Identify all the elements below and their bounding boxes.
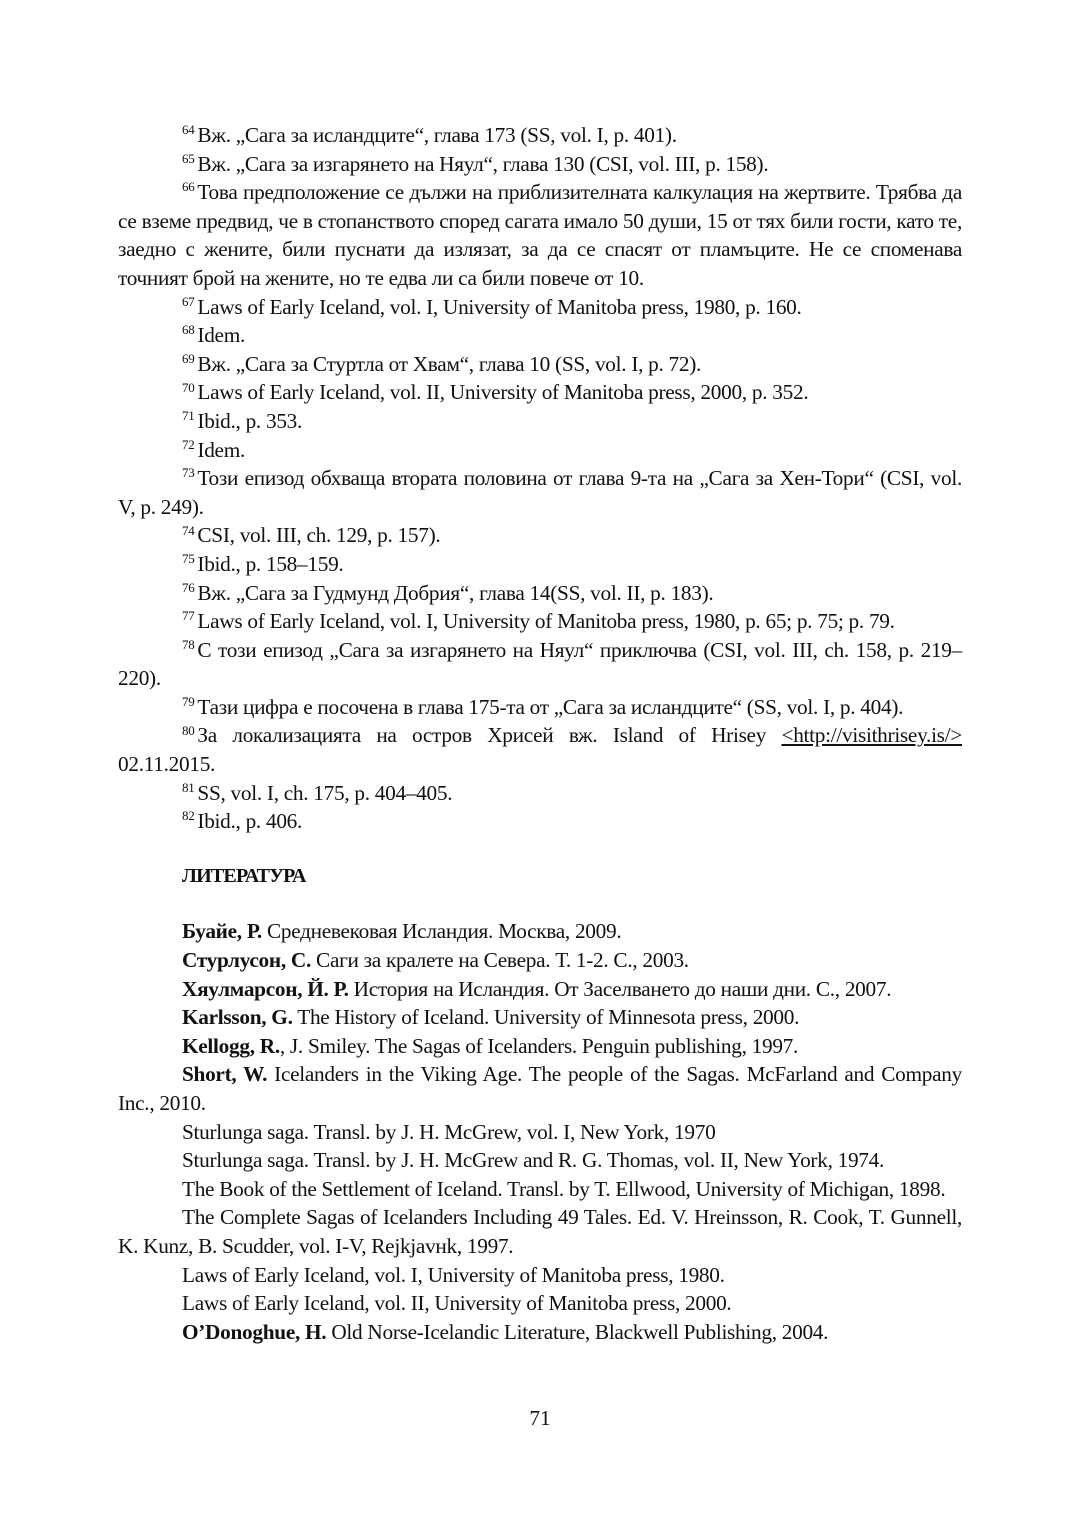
bibliography-text: Old Norse-Icelandic Literature, Blackwell Publishing, 2004. (326, 1319, 829, 1344)
bibliography-list (118, 917, 962, 1346)
bibliography-text: Sturlunga saga. Transl. by J. H. McGrew, vol. I, New York, 1970 (182, 1119, 716, 1144)
endnote (118, 521, 962, 550)
endnote-number: 74 (182, 522, 195, 538)
endnote-text: Laws of Early Iceland, vol. I, University of Manitoba press, 1980, p. 160. (197, 294, 802, 319)
endnote (118, 579, 962, 608)
bibliography-text: История на Исландия. От Заселването до наши дни. С., 2007. (348, 976, 892, 1001)
literature-heading: ЛИТЕРАТУРА (182, 864, 306, 887)
bibliography-entry (118, 1318, 962, 1347)
endnotes-list (118, 121, 962, 836)
endnote (118, 550, 962, 579)
endnote-number: 78 (182, 636, 195, 652)
endnote (118, 779, 962, 808)
endnote (118, 378, 962, 407)
endnote-number: 76 (182, 579, 195, 595)
endnote-text: Ibid., p. 158–159. (197, 551, 344, 576)
endnote-text: Вж. „Сага за изгарянето на Няул“, глава 130 (CSI, vol. III, p. 158). (197, 151, 769, 176)
endnote-number: 71 (182, 408, 195, 424)
endnote-number: 66 (182, 179, 195, 195)
endnote-text: Този епизод обхваща втората половина от глава 9-та на „Сага за Хен-Тори“ (CSI, vol. V, p. 249). (118, 466, 962, 519)
page-number: 71 (529, 1406, 551, 1430)
endnote-number: 68 (182, 322, 195, 338)
endnote-number: 81 (182, 779, 195, 795)
endnote (118, 607, 962, 636)
bibliography-text: Laws of Early Iceland, vol. I, University of Manitoba press, 1980. (182, 1262, 725, 1287)
page-content (118, 121, 962, 1346)
endnote (118, 464, 962, 521)
endnote-number: 73 (182, 465, 195, 481)
bibliography-author: Хяулмарсон, Й. Р. (182, 976, 349, 1001)
endnote-number: 77 (182, 608, 195, 624)
endnote (118, 178, 962, 292)
endnote-text: Ibid., p. 353. (197, 408, 303, 433)
endnote (118, 407, 962, 436)
bibliography-author: Стурлусон, С. (182, 948, 312, 973)
endnote (118, 636, 962, 693)
endnote-text: CSI, vol. III, ch. 129, p. 157). (197, 523, 441, 548)
endnote-text: Вж. „Сага за Стуртла от Хвам“, глава 10 (SS, vol. I, p. 72). (197, 351, 702, 376)
endnote-number: 65 (182, 150, 195, 166)
endnote (118, 807, 962, 836)
bibliography-entry (118, 1203, 962, 1260)
bibliography-text: Саги за кралете на Севера. Т. 1-2. С., 2003. (311, 948, 689, 973)
endnote-number: 64 (182, 122, 195, 138)
visithrisey-link[interactable]: <http://visithrisey.is/> (781, 723, 962, 748)
bibliography-entry (118, 1146, 962, 1175)
endnote-number: 82 (182, 808, 195, 824)
endnote-text: С този епизод „Сага за изгарянето на Няул“ приключва (CSI, vol. III, ch. 158, p. 219–220). (118, 637, 962, 691)
bibliography-entry (118, 1175, 962, 1204)
bibliography-text: Icelanders in the Viking Age. The people of the Sagas. McFarland and Company Inc., 2010. (118, 1062, 962, 1115)
bibliography-entry (118, 1118, 962, 1147)
endnote-number: 72 (182, 436, 195, 452)
bibliography-author: O’Donoghue, H. (182, 1319, 327, 1344)
endnote-text: Ibid., p. 406. (197, 809, 303, 834)
endnote-text: Idem. (197, 323, 245, 348)
endnote-text: SS, vol. I, ch. 175, p. 404–405. (197, 780, 453, 805)
bibliography-entry (118, 1003, 962, 1032)
endnote-text: Вж. „Сага за Гудмунд Добрия“, глава 14(SS, vol. II, p. 183). (197, 580, 714, 605)
endnote-text: 02.11.2015. (118, 752, 216, 777)
bibliography-text: , J. Smiley. The Sagas of Icelanders. Penguin publishing, 1997. (279, 1033, 799, 1058)
bibliography-text: Средневековая Исландия. Москва, 2009. (261, 919, 622, 944)
endnote-text: Тази цифра е посочена в глава 175-та от „Сага за исландците“ (SS, vol. I, p. 404). (197, 694, 904, 719)
endnote (118, 721, 962, 778)
bibliography-text: The Complete Sagas of Icelanders Including 49 Tales. Ed. V. Hreinsson, R. Cook, T. Gunnell, K. Kunz, B. Scudder, vol. I-V, Rejkjavнk, 1997. (118, 1205, 962, 1258)
endnote-number: 67 (182, 293, 195, 309)
endnote (118, 350, 962, 379)
endnote-text: Laws of Early Iceland, vol. II, University of Manitoba press, 2000, p. 352. (197, 380, 809, 405)
endnote-text: Laws of Early Iceland, vol. I, University of Manitoba press, 1980, p. 65; p. 75; p. 79. (197, 609, 895, 634)
bibliography-author: Буайе, Р. (182, 919, 262, 944)
bibliography-entry (118, 1289, 962, 1318)
endnote-number: 70 (182, 379, 195, 395)
bibliography-author: Kellogg, R. (182, 1033, 280, 1058)
endnote-number: 75 (182, 551, 195, 567)
bibliography-entry (118, 1060, 962, 1117)
endnote-number: 79 (182, 694, 195, 710)
bibliography-entry (118, 917, 962, 946)
bibliography-author: Karlsson, G. (182, 1005, 293, 1030)
bibliography-entry (118, 946, 962, 975)
bibliography-text: The History of Iceland. University of Minnesota press, 2000. (292, 1005, 800, 1030)
endnote-text: За локализацията на остров Хрисей вж. Island of Hrisey (197, 723, 782, 748)
endnote-number: 69 (182, 350, 195, 366)
bibliography-text: The Book of the Settlement of Iceland. Transl. by T. Ellwood, University of Michigan, 1898. (182, 1176, 946, 1201)
endnote (118, 150, 962, 179)
endnote (118, 436, 962, 465)
endnote (118, 121, 962, 150)
bibliography-text: Sturlunga saga. Transl. by J. H. McGrew and R. G. Thomas, vol. II, New York, 1974. (182, 1148, 885, 1173)
endnote-text: Това предположение се дължи на приблизителната калкулация на жертвите. Трябва да се вземе предвид, че в стопанството според сагата имало 50 души, 15 от тях били гости, като те, заедно с жените, били пуснати да излязат, за да се спасят от пламъците. Не се споменава точният брой на жените, но те едва ли са били повече от 10. (118, 180, 962, 290)
endnote (118, 321, 962, 350)
endnote (118, 693, 962, 722)
bibliography-entry (118, 1032, 962, 1061)
endnote-text: Вж. „Сага за исландците“, глава 173 (SS, vol. I, p. 401). (197, 123, 677, 147)
bibliography-text: Laws of Early Iceland, vol. II, University of Manitoba press, 2000. (182, 1291, 732, 1316)
bibliography-entry (118, 975, 962, 1004)
bibliography-author: Short, W. (182, 1062, 268, 1087)
bibliography-entry (118, 1261, 962, 1290)
endnote-number: 80 (182, 722, 195, 738)
endnote-text: Idem. (197, 437, 245, 462)
endnote (118, 293, 962, 322)
